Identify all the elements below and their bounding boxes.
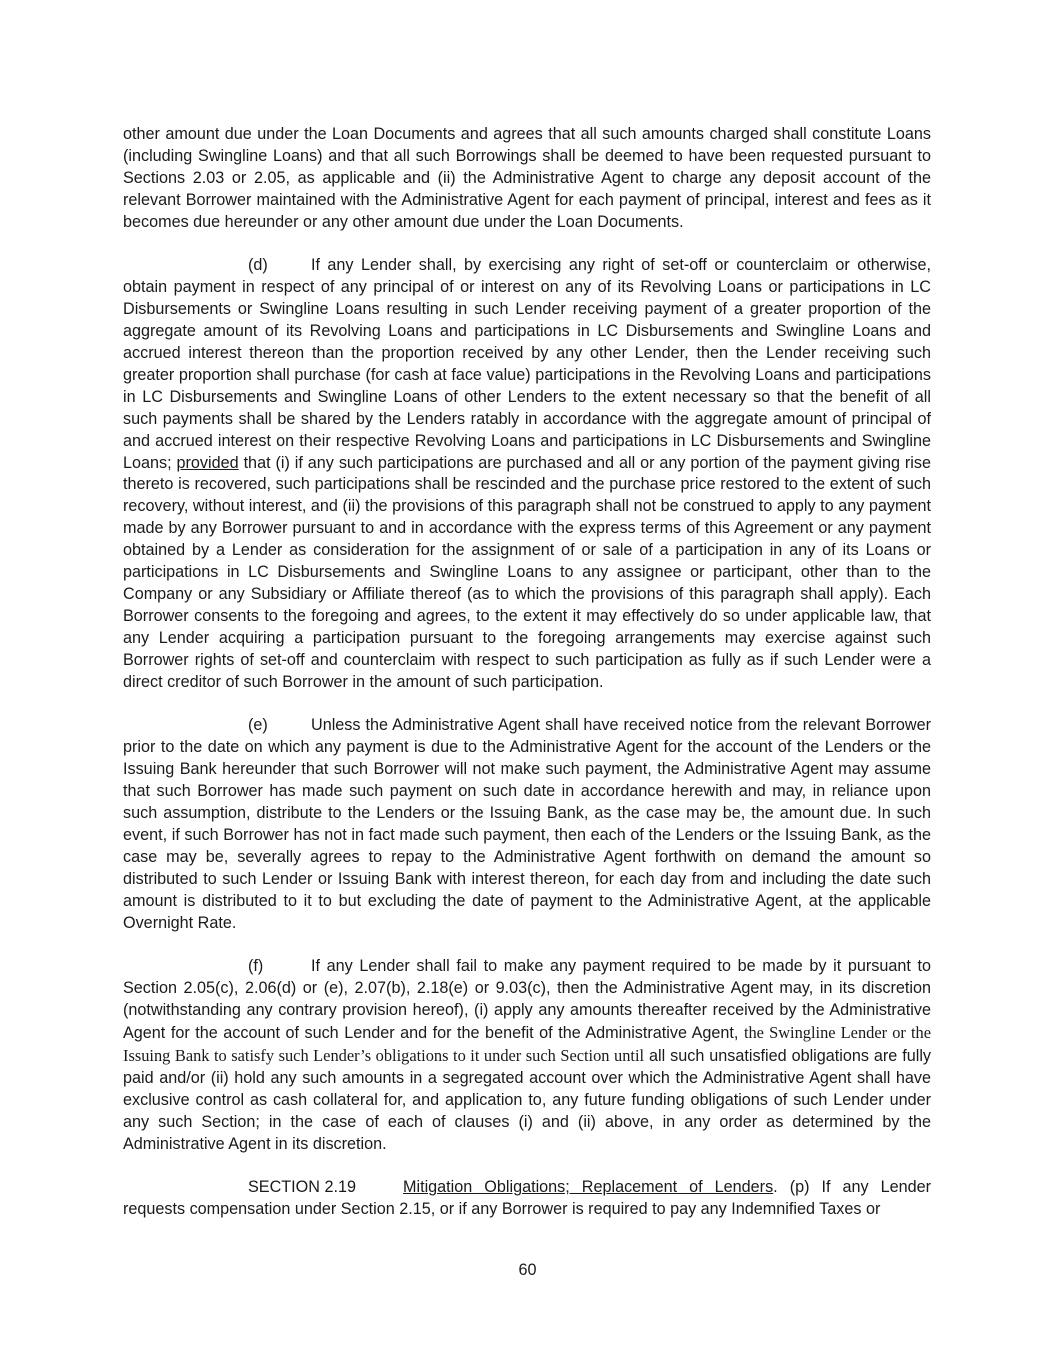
paragraph-intro	[123, 124, 931, 234]
clause-label-f: (f)	[248, 957, 264, 976]
clause-label-d: (d)	[248, 256, 268, 275]
document-page	[123, 124, 931, 1221]
section-label: SECTION 2.19	[248, 1178, 356, 1197]
paragraph-d	[123, 255, 931, 693]
clause-d-text-1: If any Lender shall, by exercising any right of set-off or counterclaim or otherwise, obtain payment in respect of any principal of or interest on any of its Revolving Loans or participations in LC Disbursements or Swingline Loans resulting in such Lender receiving payment of a greater proportion of the aggregate amount of its Revolving Loans and participations in LC Disbursements and Swingline Loans and accrued interest thereon than the proportion received by any other Lender, then the Lender receiving such greater proportion shall purchase (for cash at face value) participations in the Revolving Loans and participations in LC Disbursements and Swingline Loans of other Lenders to the extent necessary so that the benefit of all such payments shall be shared by the Lenders ratably in accordance with the aggregate amount of principal of and accrued interest on their respective Revolving Loans and participations in LC Disbursements and Swingline Loans;	[123, 256, 931, 472]
paragraph-f	[123, 956, 931, 1155]
clause-f-serif-text: the Swingline Lender or the Issuing Bank to satisfy such Lender’s obligations to it under such Section until	[123, 1023, 931, 1066]
paragraph-section-2-19	[123, 1177, 931, 1221]
section-title-period: .	[773, 1178, 778, 1197]
section-title: Mitigation Obligations; Replacement of Lenders	[403, 1178, 774, 1197]
page-number: 60	[518, 1261, 537, 1279]
paragraph-e	[123, 715, 931, 934]
section-text: (p) If any Lender requests compensation under Section 2.15, or if any Borrower is required to pay any Indemnified Taxes or	[123, 1178, 931, 1219]
clause-label-e: (e)	[248, 716, 268, 735]
intro-text: other amount due under the Loan Documents and agrees that all such amounts charged shall constitute Loans (including Swingline Loans) and that all such Borrowings shall be deemed to have been requested pursuant to Sections 2.03 or 2.05, as applicable and (ii) the Administrative Agent to charge any deposit account of the relevant Borrower maintained with the Administrative Agent for each payment of principal, interest and fees as it becomes due hereunder or any other amount due under the Loan Documents.	[123, 125, 931, 231]
clause-e-text: Unless the Administrative Agent shall have received notice from the relevant Borrower prior to the date on which any payment is due to the Administrative Agent for the account of the Lenders or the Issuing Bank hereunder that such Borrower will not make such payment, the Administrative Agent may assume that such Borrower has made such payment on such date in accordance herewith and may, in reliance upon such assumption, distribute to the Lenders or the Issuing Bank, as the case may be, the amount due. In such event, if such Borrower has not in fact made such payment, then each of the Lenders or the Issuing Bank, as the case may be, severally agrees to repay to the Administrative Agent forthwith on demand the amount so distributed to such Lender or Issuing Bank with interest thereon, for each day from and including the date such amount is distributed to it to but excluding the date of payment to the Administrative Agent, at the applicable Overnight Rate.	[123, 716, 931, 932]
clause-d-text-2: that (i) if any such participations are purchased and all or any portion of the payment giving rise thereto is recovered, such participations shall be rescinded and the purchase price restored to the extent of such recovery, without interest, and (ii) the provisions of this paragraph shall not be construed to apply to any payment made by any Borrower pursuant to and in accordance with the express terms of this Agreement or any payment obtained by a Lender as consideration for the assignment of or sale of a participation in any of its Loans or participations in LC Disbursements and Swingline Loans to any assignee or participant, other than to the Company or any Subsidiary or Affiliate thereof (as to which the provisions of this paragraph shall apply). Each Borrower consents to the foregoing and agrees, to the extent it may effectively do so under applicable law, that any Lender acquiring a participation pursuant to the foregoing arrangements may exercise against such Borrower rights of set-off and counterclaim with respect to such participation as fully as if such Lender were a direct creditor of such Borrower in the amount of such participation.	[123, 453, 931, 691]
clause-f-text-2: all such unsatisfied obligations are fully paid and/or (ii) hold any such amounts in a segregated account over which the Administrative Agent shall have exclusive control as cash collateral for, and application to, any future funding obligations of such Lender under any such Section; in the case of each of clauses (i) and (ii) above, in any order as determined by the Administrative Agent in its discretion.	[123, 1047, 932, 1153]
clause-f-text-1: If any Lender shall fail to make any payment required to be made by it pursuant to Section 2.05(c), 2.06(d) or (e), 2.07(b), 2.18(e) or 9.03(c), then the Administrative Agent may, in its discretion (notwithstanding any contrary provision hereof), (i) apply any amounts thereafter received by the Administrative Agent for the account of such Lender and for the benefit of the Administrative Agent,	[123, 957, 931, 1043]
provided-term: provided	[176, 453, 239, 472]
